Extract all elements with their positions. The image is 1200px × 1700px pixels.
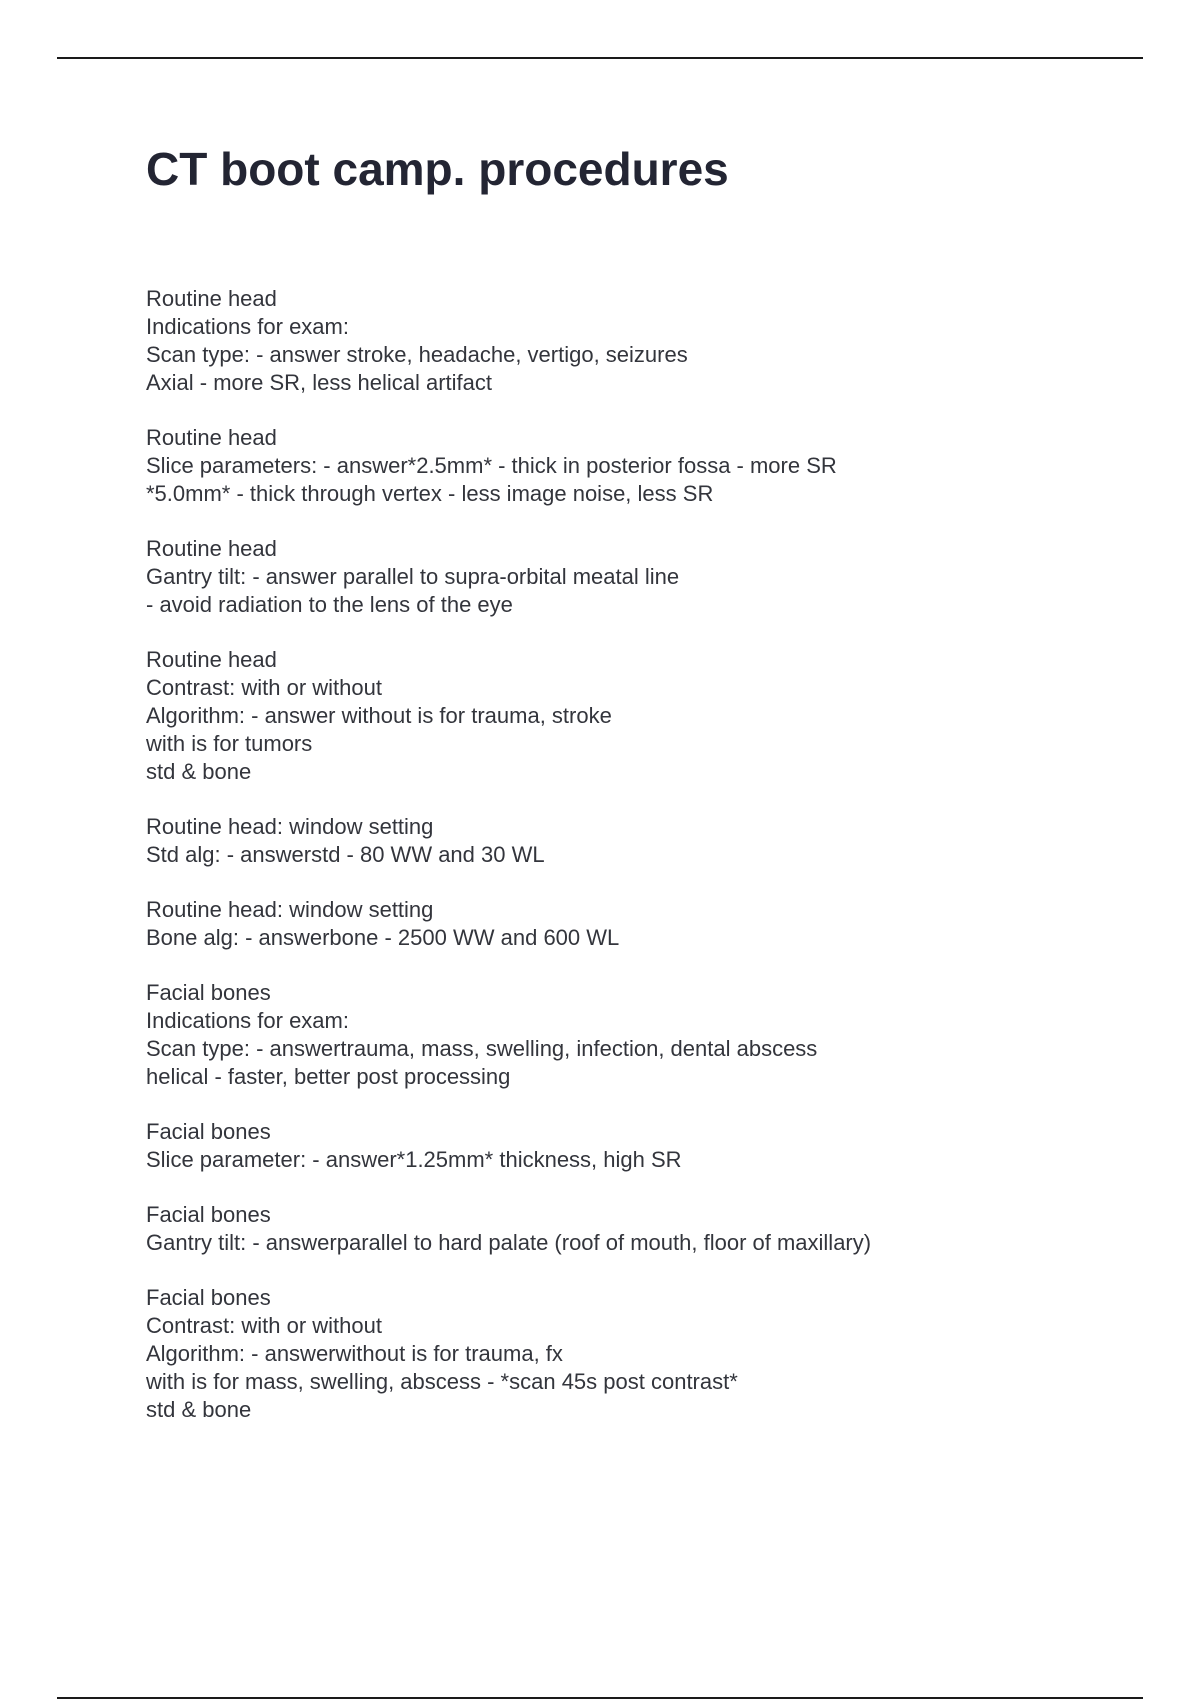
entry-line: Bone alg: - answerbone - 2500 WW and 600 WL	[146, 925, 620, 950]
entry-line: std & bone	[146, 1397, 252, 1422]
page-title: CT boot camp. procedures	[146, 143, 729, 195]
entry-heading: Facial bones	[146, 980, 271, 1005]
entry-heading: Routine head: window setting	[146, 814, 434, 839]
entry-heading: Routine head	[146, 536, 277, 561]
entry-line: - avoid radiation to the lens of the eye	[146, 592, 513, 617]
entry-line: Scan type: - answer stroke, headache, vertigo, seizures	[146, 342, 688, 367]
flashcard-entry	[146, 424, 1146, 508]
entry-line: std & bone	[146, 759, 252, 784]
entry-heading: Routine head	[146, 425, 277, 450]
entry-heading: Facial bones	[146, 1202, 271, 1227]
entry-line: Gantry tilt: - answer parallel to supra-orbital meatal line	[146, 564, 680, 589]
entry-line: helical - faster, better post processing	[146, 1064, 511, 1089]
flashcard-entry	[146, 646, 1146, 786]
entry-line: Gantry tilt: - answerparallel to hard palate (roof of mouth, floor of maxillary)	[146, 1230, 872, 1255]
entry-heading: Routine head	[146, 286, 277, 311]
entry-heading: Facial bones	[146, 1119, 271, 1144]
entry-line: Indications for exam:	[146, 1008, 349, 1033]
entry-line: Std alg: - answerstd - 80 WW and 30 WL	[146, 842, 545, 867]
entry-line: with is for tumors	[146, 731, 313, 756]
entry-line: with is for mass, swelling, abscess - *scan 45s post contrast*	[146, 1369, 738, 1394]
flashcard-entry	[146, 535, 1146, 619]
flashcard-entry	[146, 979, 1146, 1091]
entry-heading: Routine head	[146, 647, 277, 672]
bottom-divider	[57, 1697, 1143, 1699]
flashcard-entry	[146, 813, 1146, 869]
entry-line: Contrast: with or without	[146, 675, 382, 700]
flashcard-entry	[146, 896, 1146, 952]
flashcard-entry	[146, 1201, 1146, 1257]
entry-line: Slice parameters: - answer*2.5mm* - thick in posterior fossa - more SR	[146, 453, 837, 478]
entry-line: Contrast: with or without	[146, 1313, 382, 1338]
flashcard-list	[146, 285, 1146, 1451]
entry-heading: Routine head: window setting	[146, 897, 434, 922]
entry-line: Indications for exam:	[146, 314, 349, 339]
flashcard-entry	[146, 285, 1146, 397]
top-divider	[57, 57, 1143, 59]
entry-heading: Facial bones	[146, 1285, 271, 1310]
entry-line: Slice parameter: - answer*1.25mm* thickness, high SR	[146, 1147, 682, 1172]
entry-line: *5.0mm* - thick through vertex - less image noise, less SR	[146, 481, 714, 506]
flashcard-entry	[146, 1118, 1146, 1174]
entry-line: Scan type: - answertrauma, mass, swelling, infection, dental abscess	[146, 1036, 818, 1061]
entry-line: Axial - more SR, less helical artifact	[146, 370, 492, 395]
entry-line: Algorithm: - answer without is for trauma, stroke	[146, 703, 612, 728]
flashcard-entry	[146, 1284, 1146, 1424]
entry-line: Algorithm: - answerwithout is for trauma, fx	[146, 1341, 563, 1366]
